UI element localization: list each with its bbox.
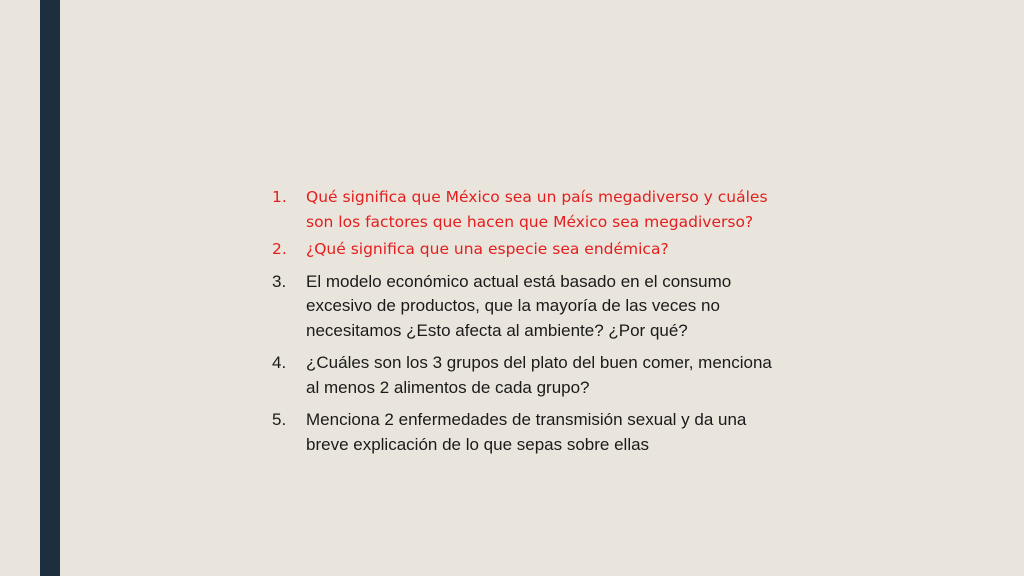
question-text: Menciona 2 enfermedades de transmisión sexual y da una breve explicación de lo que sepas sobre ellas (306, 410, 747, 454)
question-text: El modelo económico actual está basado en el consumo excesivo de productos, que la mayoría de las veces no necesitamos ¿Esto afecta al ambiente? ¿Por qué? (306, 271, 732, 340)
question-item-4 (272, 351, 772, 400)
question-text: ¿Qué significa que una especie sea endémica? (306, 240, 669, 258)
question-number: 5. (272, 410, 287, 429)
question-number: 2. (272, 240, 287, 258)
question-number: 3. (272, 271, 287, 291)
question-number: 1. (272, 188, 287, 206)
question-item-3 (272, 270, 772, 344)
question-text: ¿Cuáles son los 3 grupos del plato del buen comer, menciona al menos 2 alimentos de cada grupo? (306, 353, 772, 397)
question-number: 4. (272, 353, 287, 372)
question-item-5 (272, 408, 772, 457)
question-list (272, 185, 772, 465)
question-item-1 (272, 185, 772, 234)
question-text: Qué significa que México sea un país megadiverso y cuáles son los factores que hacen que México sea megadiverso? (306, 188, 768, 231)
accent-side-bar (40, 0, 60, 576)
question-item-2 (272, 237, 772, 262)
